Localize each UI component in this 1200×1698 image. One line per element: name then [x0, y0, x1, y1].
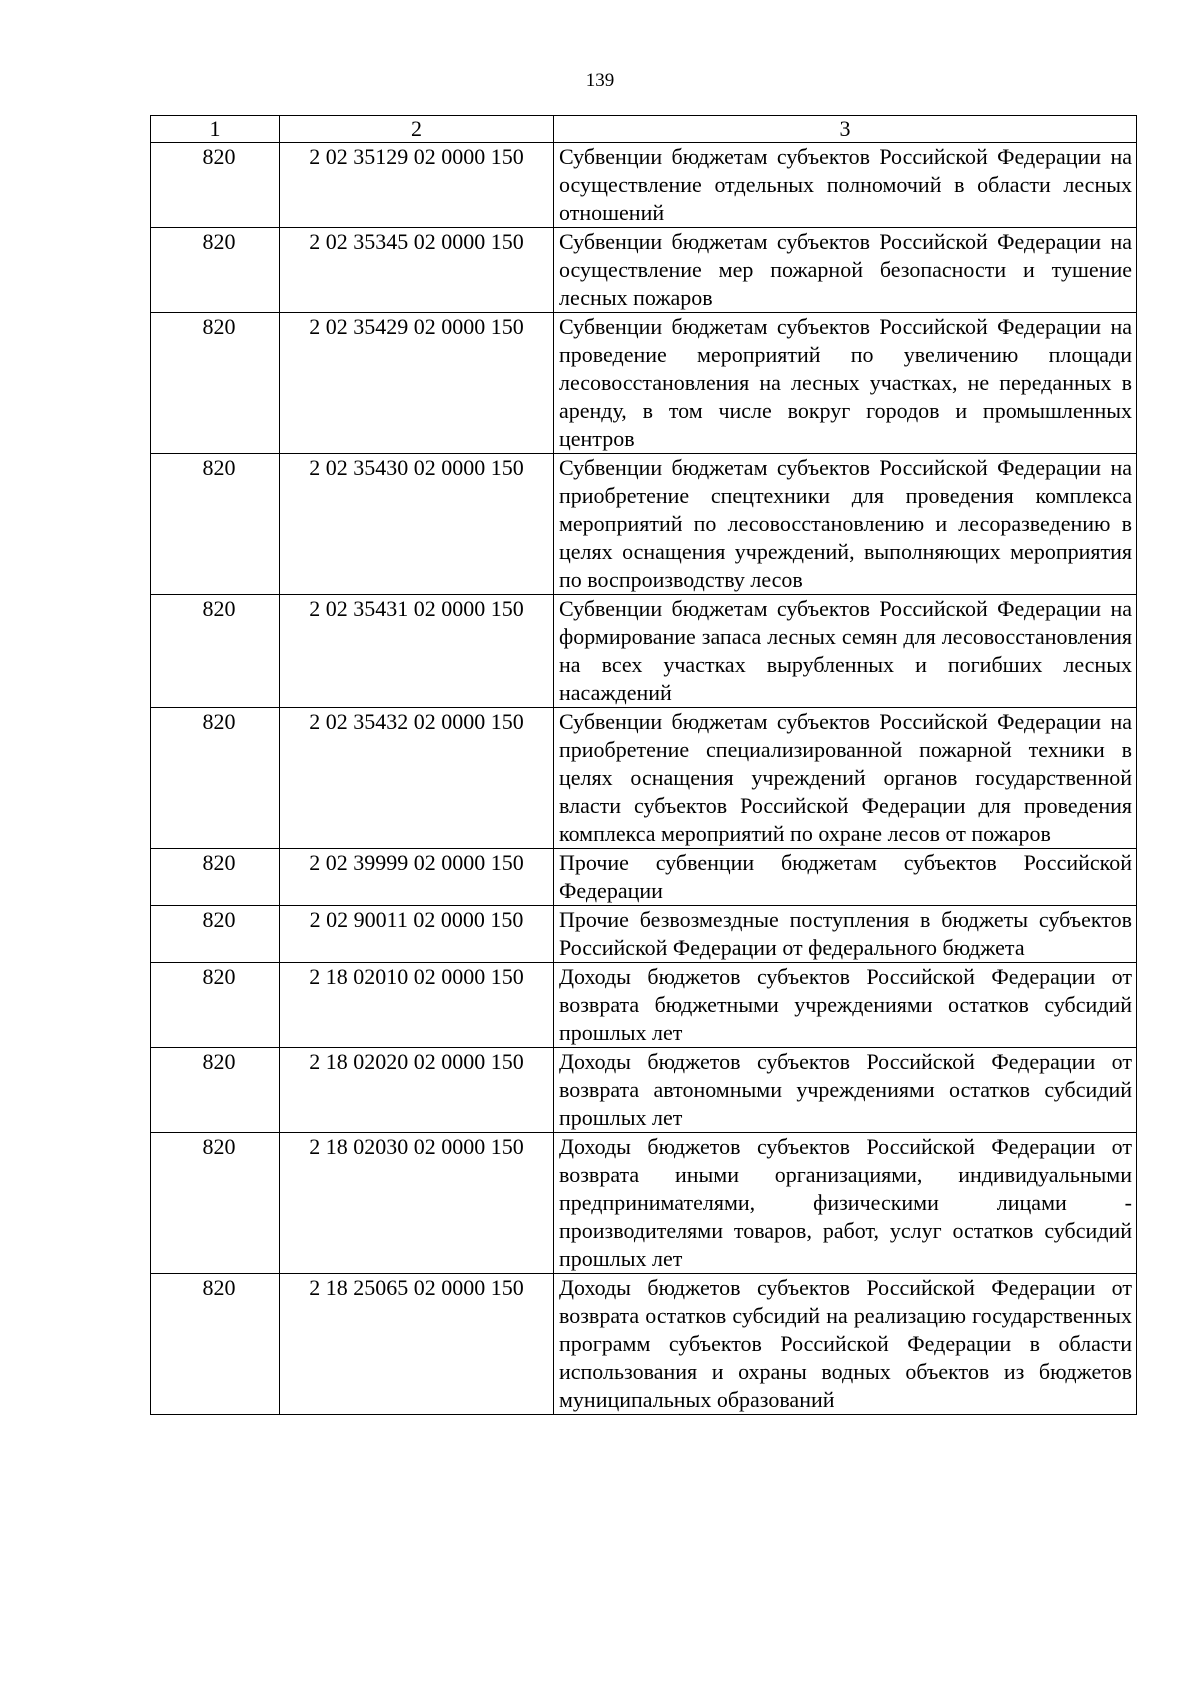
description-cell: Субвенции бюджетам субъектов Российской Федерации на приобретение специализированной пожарной техники в целях оснащения учреждений органов государственной власти субъектов Российской Федерации для проведения комплекса мероприятий по охране лесов от пожаров	[554, 708, 1137, 849]
admin-code-cell: 820	[151, 963, 280, 1048]
admin-code-cell: 820	[151, 228, 280, 313]
admin-code-cell: 820	[151, 1048, 280, 1133]
description-cell: Субвенции бюджетам субъектов Российской Федерации на проведение мероприятий по увеличению площади лесовосстановления на лесных участках, не переданных в аренду, в том числе вокруг городов и промышленных центров	[554, 313, 1137, 454]
description-cell: Субвенции бюджетам субъектов Российской Федерации на формирование запаса лесных семян для лесовосстановления на всех участках вырубленных и погибших лесных насаждений	[554, 595, 1137, 708]
revenue-code-cell: 2 18 25065 02 0000 150	[280, 1274, 554, 1415]
description-cell: Доходы бюджетов субъектов Российской Федерации от возврата иными организациями, индивидуальными предпринимателями, физическими лицами - производителями товаров, работ, услуг остатков субсидий прошлых лет	[554, 1133, 1137, 1274]
table-row	[151, 228, 1137, 313]
revenue-code-cell: 2 02 35429 02 0000 150	[280, 313, 554, 454]
table-row	[151, 143, 1137, 228]
description-cell: Субвенции бюджетам субъектов Российской Федерации на осуществление отдельных полномочий в области лесных отношений	[554, 143, 1137, 228]
page-number: 139	[585, 70, 615, 91]
column-header-2: 2	[280, 116, 554, 143]
revenue-code-cell: 2 18 02020 02 0000 150	[280, 1048, 554, 1133]
description-cell: Субвенции бюджетам субъектов Российской Федерации на осуществление мер пожарной безопасности и тушение лесных пожаров	[554, 228, 1137, 313]
admin-code-cell: 820	[151, 849, 280, 906]
admin-code-cell: 820	[151, 454, 280, 595]
table-row	[151, 1274, 1137, 1415]
revenue-code-cell: 2 02 35129 02 0000 150	[280, 143, 554, 228]
description-cell: Прочие субвенции бюджетам субъектов Российской Федерации	[554, 849, 1137, 906]
admin-code-cell: 820	[151, 1133, 280, 1274]
description-cell: Доходы бюджетов субъектов Российской Федерации от возврата автономными учреждениями остатков субсидий прошлых лет	[554, 1048, 1137, 1133]
table-header-row	[151, 116, 1137, 143]
admin-code-cell: 820	[151, 595, 280, 708]
revenue-code-cell: 2 02 39999 02 0000 150	[280, 849, 554, 906]
table-row	[151, 595, 1137, 708]
admin-code-cell: 820	[151, 906, 280, 963]
revenue-code-cell: 2 02 35431 02 0000 150	[280, 595, 554, 708]
description-cell: Субвенции бюджетам субъектов Российской Федерации на приобретение спецтехники для проведения комплекса мероприятий по лесовосстановлению и лесоразведению в целях оснащения учреждений, выполняющих мероприятия по воспроизводству лесов	[554, 454, 1137, 595]
admin-code-cell: 820	[151, 1274, 280, 1415]
revenue-code-cell: 2 18 02030 02 0000 150	[280, 1133, 554, 1274]
table-row	[151, 849, 1137, 906]
revenue-code-cell: 2 18 02010 02 0000 150	[280, 963, 554, 1048]
admin-code-cell: 820	[151, 143, 280, 228]
revenue-code-cell: 2 02 35345 02 0000 150	[280, 228, 554, 313]
table-row	[151, 963, 1137, 1048]
admin-code-cell: 820	[151, 313, 280, 454]
admin-code-cell: 820	[151, 708, 280, 849]
table-row	[151, 906, 1137, 963]
revenue-codes-table	[150, 115, 1137, 1415]
table-row	[151, 1133, 1137, 1274]
revenue-code-cell: 2 02 90011 02 0000 150	[280, 906, 554, 963]
description-cell: Доходы бюджетов субъектов Российской Федерации от возврата бюджетными учреждениями остатков субсидий прошлых лет	[554, 963, 1137, 1048]
description-cell: Прочие безвозмездные поступления в бюджеты субъектов Российской Федерации от федерального бюджета	[554, 906, 1137, 963]
table-row	[151, 313, 1137, 454]
revenue-code-cell: 2 02 35430 02 0000 150	[280, 454, 554, 595]
table-row	[151, 454, 1137, 595]
column-header-3: 3	[554, 116, 1137, 143]
table-row	[151, 708, 1137, 849]
revenue-code-cell: 2 02 35432 02 0000 150	[280, 708, 554, 849]
column-header-1: 1	[151, 116, 280, 143]
table-row	[151, 1048, 1137, 1133]
description-cell: Доходы бюджетов субъектов Российской Федерации от возврата остатков субсидий на реализацию государственных программ субъектов Российской Федерации в области использования и охраны водных объектов из бюджетов муниципальных образований	[554, 1274, 1137, 1415]
